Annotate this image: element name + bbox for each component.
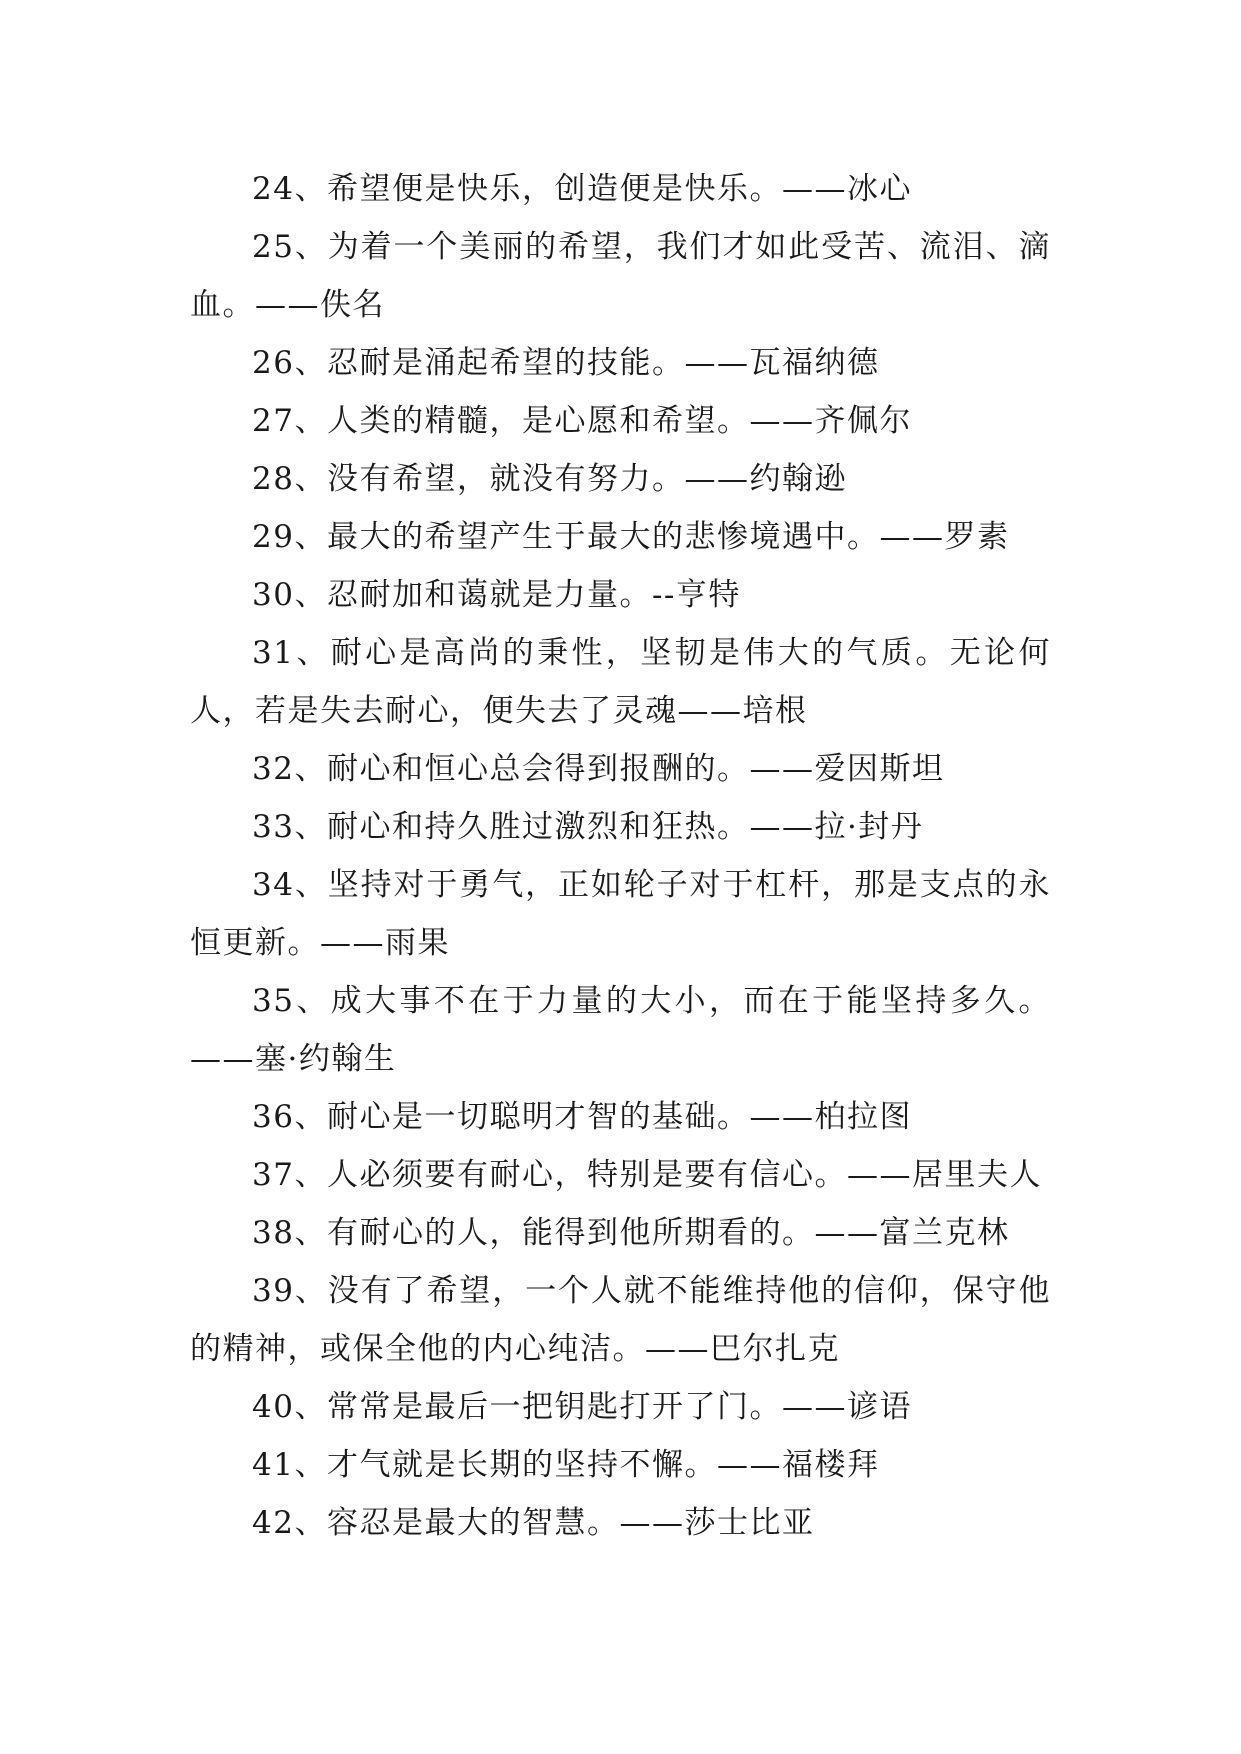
- quote-paragraph: 33、耐心和持久胜过激烈和狂热。——拉·封丹: [252, 809, 924, 845]
- quote-paragraph: 42、容忍是最大的智慧。——莎士比亚: [252, 1505, 815, 1541]
- quote-paragraph: 31、耐心是高尚的秉性，坚韧是伟大的气质。无论何人，若是失去耐心，便失去了灵魂——培根: [190, 635, 1051, 729]
- quote-paragraph: 30、忍耐加和蔼就是力量。--亨特: [252, 577, 741, 613]
- quote-paragraph: 24、希望便是快乐，创造便是快乐。——冰心: [252, 171, 912, 207]
- quote-paragraph: 29、最大的希望产生于最大的悲惨境遇中。——罗素: [252, 519, 1010, 555]
- quote-paragraph: 35、成大事不在于力量的大小，而在于能坚持多久。——塞·约翰生: [190, 983, 1051, 1077]
- quote-paragraph: 41、才气就是长期的坚持不懈。——福楼拜: [252, 1447, 880, 1483]
- quote-paragraph: 32、耐心和恒心总会得到报酬的。——爱因斯坦: [252, 751, 945, 787]
- quote-paragraph: 26、忍耐是涌起希望的技能。——瓦福纳德: [252, 345, 880, 381]
- quote-paragraph: 40、常常是最后一把钥匙打开了门。——谚语: [252, 1389, 912, 1425]
- quote-paragraph: 28、没有希望，就没有努力。——约翰逊: [252, 461, 847, 497]
- quote-paragraph: 36、耐心是一切聪明才智的基础。——柏拉图: [252, 1099, 912, 1135]
- quote-paragraph: 34、坚持对于勇气，正如轮子对于杠杆，那是支点的永恒更新。——雨果: [190, 867, 1051, 961]
- quote-paragraph: 38、有耐心的人，能得到他所期看的。——富兰克林: [252, 1215, 1010, 1251]
- quote-list: [190, 160, 1051, 1552]
- quote-paragraph: 37、人必须要有耐心，特别是要有信心。——居里夫人: [252, 1157, 1042, 1193]
- quote-paragraph: 39、没有了希望，一个人就不能维持他的信仰，保守他的精神，或保全他的内心纯洁。——巴尔扎克: [190, 1273, 1051, 1367]
- quote-paragraph: 25、为着一个美丽的希望，我们才如此受苦、流泪、滴血。——佚名: [190, 229, 1051, 323]
- quote-paragraph: 27、人类的精髓，是心愿和希望。——齐佩尔: [252, 403, 912, 439]
